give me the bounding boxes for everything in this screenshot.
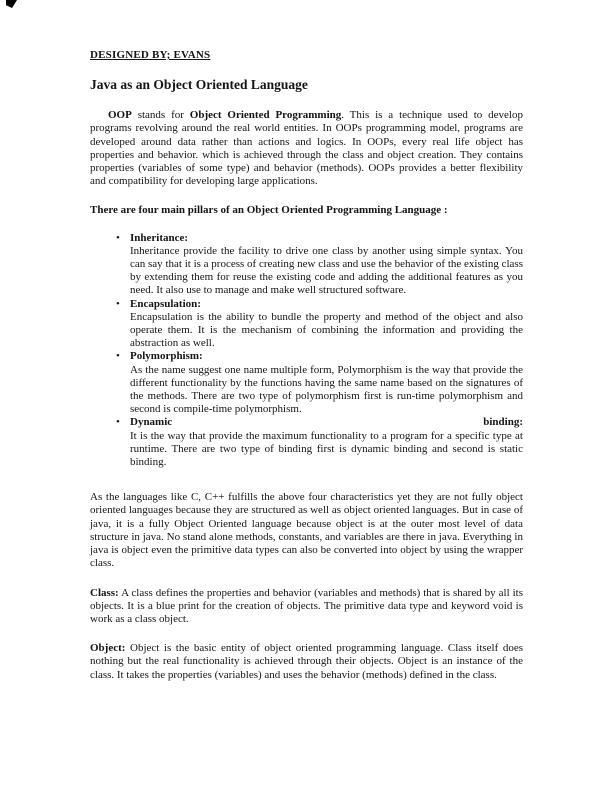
text-run-bold: Object Oriented Programming — [189, 109, 342, 122]
designed-by-header: DESIGNED BY; EVANS — [90, 49, 211, 61]
text-run-bold: Object: — [90, 642, 126, 655]
list-item-polymorphism — [90, 350, 523, 416]
text-run: A class defines the properties and behavior (variables and methods) that is shared by all its objects. It is a blue print for the creation of objects. The primitive data type and keyword void is work as a class object. — [90, 586, 523, 625]
text-run-bold: Class: — [90, 586, 119, 599]
bullet-icon: • — [116, 416, 120, 429]
pillar-term — [130, 416, 523, 429]
pillar-term-right: binding: — [483, 416, 523, 429]
pillar-term-left: Dynamic — [130, 416, 173, 429]
pillar-body: As the name suggest one name multiple form, Polymorphism is the way that provide the different functionality by the functions having the same name based on the signatures of the methods. There are two type of polymorphism first is run-time polymorphism and second is compile-time polymorphism. — [130, 363, 523, 416]
intro-paragraph — [90, 109, 523, 188]
document-content — [90, 49, 523, 698]
text-run: Object is the basic entity of object oriented programming language. Class itself does nothing but the real functionality is achieved through their objects. Object is an instance of the class. It takes the properties (variables) and uses the behavior (methods) defined in the class. — [90, 642, 523, 681]
list-item-inheritance — [90, 232, 523, 298]
text-run: stands for — [131, 109, 190, 122]
bullet-icon: • — [116, 297, 120, 310]
list-item-dynamic-binding — [90, 416, 523, 469]
pillar-body: Encapsulation is the ability to bundle the property and method of the object and also operate them. It is the mechanism of combining the information and providing the abstraction as well. — [130, 310, 523, 350]
bullet-icon: • — [116, 231, 120, 244]
pillar-term: Encapsulation: — [130, 297, 201, 310]
bullet-icon: • — [116, 350, 120, 363]
pillar-term: Inheritance: — [130, 231, 189, 244]
object-paragraph — [90, 642, 523, 682]
class-paragraph — [90, 587, 523, 627]
languages-paragraph: As the languages like C, C++ fulfills the above four characteristics yet they are not fully object oriented languages because they are structured as well as object oriented languages. But in case of java, it is a fully Object Oriented language because object is at the outer most level of data structure in java. No stand alone methods, constants, and variables are there in java. Everything in java is object even the primitive data types can also be converted into object by using the wrapper class. — [90, 491, 523, 570]
pillars-heading: There are four main pillars of an Object Oriented Programming Language : — [90, 204, 448, 217]
text-run: . This is a technique used to develop programs revolving around the real world entities. In OOPs programming model, programs are developed around data rather than actions and logics. In OOPs, every real life object has properties and behavior. which is achieved through the class and object creation. They contains properties (variables of some type) and behavior (methods). OOPs provides a better flexibility and compatibility for developing large applications. — [90, 109, 523, 188]
scan-artifact-icon — [6, 0, 17, 8]
pillars-list — [90, 232, 523, 470]
page-title: Java as an Object Oriented Language — [90, 77, 308, 93]
pillar-term: Polymorphism: — [130, 350, 203, 363]
list-item-encapsulation — [90, 298, 523, 351]
pillar-body: It is the way that provide the maximum functionality to a program for a specific type at runtime. There are two type of binding first is dynamic binding and second is static binding. — [130, 429, 523, 469]
text-run-bold: OOP — [108, 109, 132, 122]
pillar-body: Inheritance provide the facility to drive one class by another using simple syntax. You can say that it is a process of creating new class and use the behavior of the existing class by extending them for reuse the existing code and adding the additional features as you need. It also use to manage and make well structured software. — [130, 244, 523, 297]
